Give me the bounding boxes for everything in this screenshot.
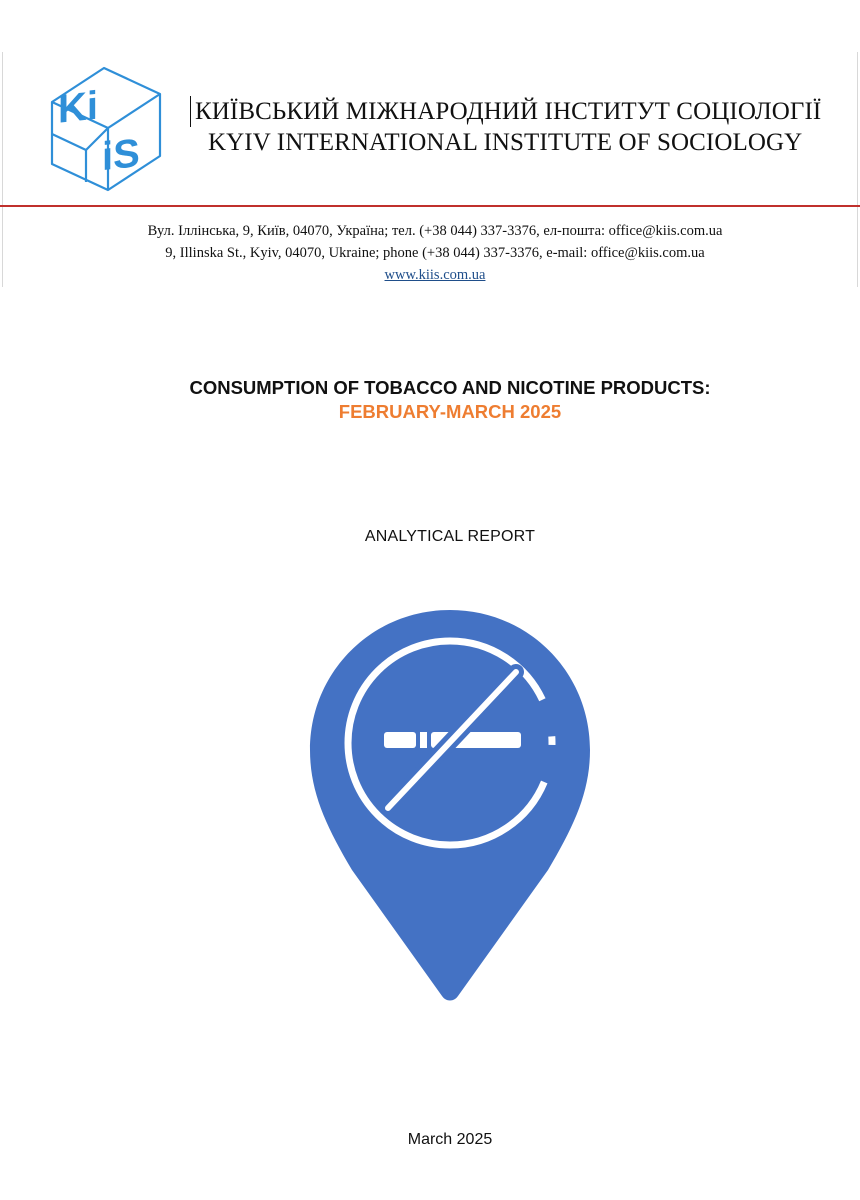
contact-block (0, 220, 860, 286)
logo-text-ki: Ki (58, 83, 99, 132)
institute-name-english: KYIV INTERNATIONAL INSTITUTE OF SOCIOLOGY (208, 129, 803, 156)
address-ukrainian: Вул. Іллінська, 9, Київ, 04070, Україна; тел. (+38 044) 337-3376, ел-пошта: office@kiis.com.ua (147, 223, 723, 239)
report-title-period: FEBRUARY-MARCH 2025 (338, 401, 562, 422)
kiis-logo-icon (46, 64, 166, 192)
location-pin-shape (310, 610, 590, 1001)
report-type-label: ANALYTICAL REPORT (364, 528, 536, 545)
logo-text-is: iS (102, 131, 140, 180)
address-english: 9, Illinska St., Kyiv, 04070, Ukraine; phone (+38 044) 337-3376, e-mail: office@kiis.com.ua (165, 245, 705, 261)
report-title-main: CONSUMPTION OF TOBACCO AND NICOTINE PRODUCTS: (189, 377, 711, 398)
institute-name-ukrainian: КИЇВСЬКИЙ МІЖНАРОДНИЙ ІНСТИТУТ СОЦІОЛОГІЇ (190, 96, 850, 127)
header-divider (0, 205, 860, 207)
website-link[interactable]: www.kiis.com.ua (384, 267, 486, 283)
institute-name (190, 96, 850, 158)
report-date: March 2025 (407, 1131, 493, 1148)
no-smoking-location-pin-icon (308, 608, 592, 1004)
report-title (0, 376, 860, 424)
